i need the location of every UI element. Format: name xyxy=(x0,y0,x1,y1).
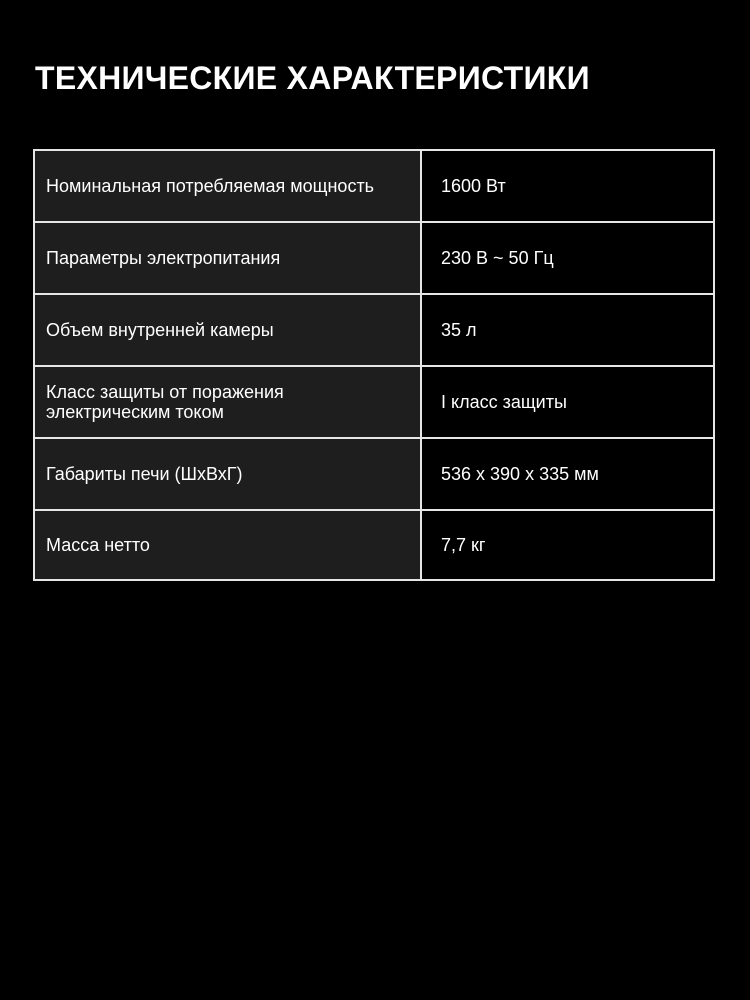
spec-value: 7,7 кг xyxy=(421,510,714,580)
table-row xyxy=(34,366,714,438)
spec-name: Масса нетто xyxy=(34,510,421,580)
spec-value: 536 х 390 х 335 мм xyxy=(421,438,714,510)
spec-name: Габариты печи (ШхВхГ) xyxy=(34,438,421,510)
spec-name: Параметры электропитания xyxy=(34,222,421,294)
spec-value: 1600 Вт xyxy=(421,150,714,222)
spec-name: Объем внутренней камеры xyxy=(34,294,421,366)
spec-value: 230 В ~ 50 Гц xyxy=(421,222,714,294)
table-row xyxy=(34,294,714,366)
spec-name: Номинальная потребляемая мощность xyxy=(34,150,421,222)
spec-value: 35 л xyxy=(421,294,714,366)
table-row xyxy=(34,438,714,510)
table-row xyxy=(34,510,714,580)
spec-name: Класс защиты от поражения электрическим током xyxy=(34,366,421,438)
spec-value: I класс защиты xyxy=(421,366,714,438)
page-title: ТЕХНИЧЕСКИЕ ХАРАКТЕРИСТИКИ xyxy=(35,60,590,96)
table-row xyxy=(34,150,714,222)
spec-table xyxy=(33,149,715,581)
table-row xyxy=(34,222,714,294)
